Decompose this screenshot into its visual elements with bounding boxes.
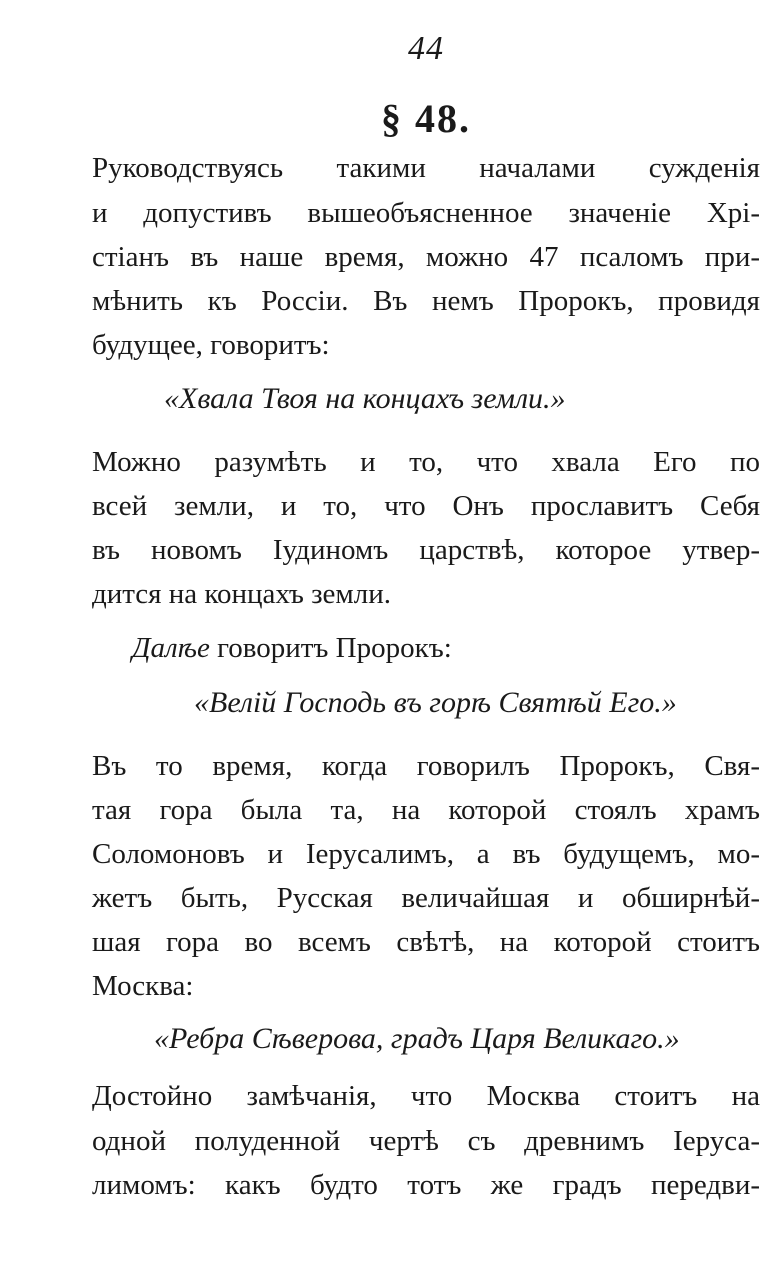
text-line: мѣнить къ Россіи. Въ немъ Пророкъ, провидя: [92, 285, 760, 317]
text-line: дится на концахъ земли.: [92, 578, 391, 610]
text-line: Руководствуясь такими началами сужденія: [92, 152, 760, 184]
quote-3: «Ребра Сѣверова, градъ Царя Великаго.»: [154, 1022, 680, 1055]
text-line: тая гора была та, на которой стоялъ храмъ: [92, 794, 760, 826]
text-line: Соломоновъ и Іерусалимъ, а въ будущемъ, мо-: [92, 838, 760, 870]
quote-2: «Велій Господь въ горѣ Святѣй Его.»: [194, 686, 677, 719]
text-line: Въ то время, когда говорилъ Пророкъ, Свя-: [92, 750, 760, 782]
text-line: будущее, говоритъ:: [92, 329, 330, 361]
text-line: въ новомъ Іудиномъ царствѣ, которое утвер-: [92, 534, 760, 566]
paragraph-3-lead: Далѣе: [132, 632, 210, 664]
page-number: 44: [408, 30, 444, 67]
book-page: [92, 0, 760, 1265]
section-heading: § 48.: [381, 96, 471, 141]
paragraph-3-rest: говоритъ Пророкъ:: [209, 632, 452, 664]
text-line: стіанъ въ наше время, можно 47 псаломъ при-: [92, 241, 760, 273]
text-line: и допустивъ вышеобъясненное значеніе Хрі-: [92, 197, 760, 229]
text-line: всей земли, и то, что Онъ прославитъ Себя: [92, 490, 760, 522]
text-line: жетъ быть, Русская величайшая и обширнѣй-: [92, 882, 760, 914]
text-line: одной полуденной чертѣ съ древнимъ Іеруса-: [92, 1125, 760, 1157]
text-line: Достойно замѣчанія, что Москва стоитъ на: [92, 1080, 760, 1112]
text-line: Можно разумѣть и то, что хвала Его по: [92, 446, 760, 478]
text-line: лимомъ: какъ будто тотъ же градъ передви-: [92, 1169, 760, 1201]
text-line: Москва:: [92, 970, 194, 1002]
paragraph-3: [132, 634, 452, 663]
text-line: шая гора во всемъ свѣтѣ, на которой стоитъ: [92, 926, 760, 958]
quote-1: «Хвала Твоя на концахъ земли.»: [164, 382, 566, 415]
